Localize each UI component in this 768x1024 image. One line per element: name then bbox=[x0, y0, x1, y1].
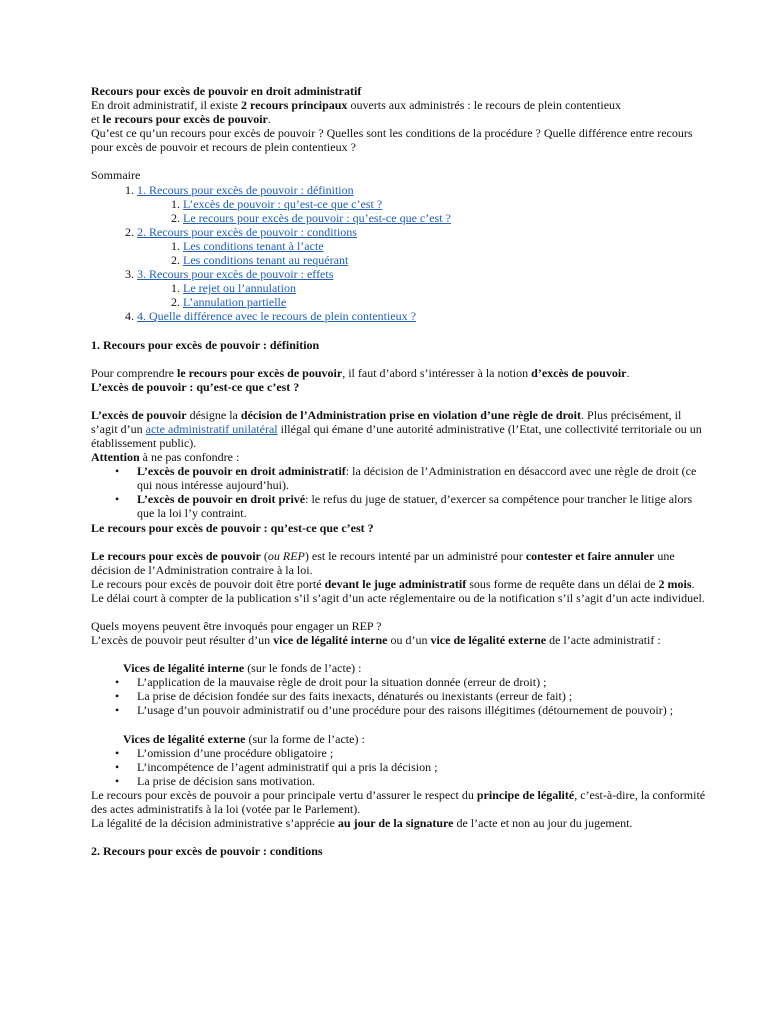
toc-subitem bbox=[183, 211, 708, 225]
section-1-paragraph-2: L’excès de pouvoir désigne la décision de l’Administration prise en violation d’une règle de droit. Plus précisément, il s’agit d’un acte administratif unilatéral illégal qui émane d’une autorité administrative (l’Etat, une collectivité territoriale ou un établissement public). bbox=[91, 407, 702, 450]
section-1-question: Quels moyens peuvent être invoqués pour engager un REP ? bbox=[91, 619, 382, 633]
section-1-paragraph-6: L’excès de pouvoir peut résulter d’un vice de légalité interne ou d’un vice de légalité externe de l’acte administratif : bbox=[91, 633, 661, 648]
subsection-1-heading: L’excès de pouvoir : qu’est-ce que c’est ? bbox=[91, 379, 300, 394]
toc-link-1-2[interactable]: Le recours pour excès de pouvoir : qu’est-ce que c’est ? bbox=[183, 210, 451, 225]
toc-link-4[interactable]: 4. Quelle différence avec le recours de plein contentieux ? bbox=[137, 309, 416, 324]
table-of-contents bbox=[91, 183, 708, 324]
toc-link-3-2[interactable]: L’annulation partielle bbox=[183, 295, 287, 310]
subsection-2-heading: Le recours pour excès de pouvoir : qu’est-ce que c’est ? bbox=[91, 520, 374, 535]
section-1-paragraph-7: Le recours pour excès de pouvoir a pour principale vertu d’assurer le respect du principe de légalité, c’est-à-dire, la conformité des actes administratifs à la loi (votée par le Parlement). bbox=[91, 787, 706, 817]
toc-link-3-1[interactable]: Le rejet ou l’annulation bbox=[183, 281, 296, 296]
list-item: • L’omission d’une procédure obligatoire ; bbox=[137, 746, 708, 760]
toc-link-3[interactable]: 3. Recours pour excès de pouvoir : effets bbox=[137, 267, 334, 282]
intro-questions: Qu’est ce qu’un recours pour excès de pouvoir ? Quelles sont les conditions de la procédure ? Quelle différence entre recours pour excès de pouvoir et recours de plein contentieux ? bbox=[91, 126, 693, 155]
toc-link-1-1[interactable]: L’excès de pouvoir : qu’est-ce que c’est ? bbox=[183, 196, 383, 211]
sommaire-label: Sommaire bbox=[91, 168, 141, 183]
toc-item-2 bbox=[137, 225, 708, 267]
toc-sublist-1 bbox=[137, 197, 708, 225]
section-1-heading: 1. Recours pour excès de pouvoir : définition bbox=[91, 337, 320, 352]
list-item: • L’excès de pouvoir en droit administratif: la décision de l’Administration en désaccord avec une règle de droit (ce qui nous intéresse aujourd’hui). bbox=[137, 464, 708, 492]
toc-link-2-1[interactable]: Les conditions tenant à l’acte bbox=[183, 238, 324, 253]
toc-sublist-2 bbox=[137, 239, 708, 267]
toc-subitem bbox=[183, 295, 708, 309]
document-title: Recours pour excès de pouvoir en droit administratif bbox=[91, 84, 362, 98]
toc-link-2-2[interactable]: Les conditions tenant au requérant bbox=[183, 253, 349, 268]
attention-line: Attention à ne pas confondre : bbox=[91, 450, 240, 465]
attention-list bbox=[91, 464, 708, 520]
acte-administratif-link[interactable]: acte administratif unilatéral bbox=[145, 421, 278, 436]
section-2-heading: 2. Recours pour excès de pouvoir : conditions bbox=[91, 844, 323, 859]
toc-subitem bbox=[183, 253, 708, 267]
toc-link-2[interactable]: 2. Recours pour excès de pouvoir : conditions bbox=[137, 224, 357, 239]
section-1-paragraph-8: La légalité de la décision administrative s’apprécie au jour de la signature de l’acte et non au jour du jugement. bbox=[91, 816, 633, 831]
toc-item-3 bbox=[137, 267, 708, 309]
vices-externe-heading: Vices de légalité externe (sur la forme de l’acte) : bbox=[123, 731, 365, 746]
list-item: • L’usage d’un pouvoir administratif ou d’une procédure pour des raisons illégitimes (détournement de pouvoir) ; bbox=[137, 703, 708, 717]
toc-item-1 bbox=[137, 183, 708, 225]
section-1-paragraph-1: Pour comprendre le recours pour excès de pouvoir, il faut d’abord s’intéresser à la notion d’excès de pouvoir. bbox=[91, 365, 630, 380]
list-item: • L’incompétence de l’agent administratif qui a pris la décision ; bbox=[137, 760, 708, 774]
toc-link-1[interactable]: 1. Recours pour excès de pouvoir : définition bbox=[137, 182, 354, 197]
section-1-paragraph-3: Le recours pour excès de pouvoir (ou REP) est le recours intenté par un administré pour contester et faire annuler une décision de l’Administration contraire à la loi. bbox=[91, 548, 675, 577]
vices-interne-list bbox=[91, 675, 708, 717]
list-item: • La prise de décision fondée sur des faits inexacts, dénaturés ou inexistants (erreur de fait) ; bbox=[137, 689, 708, 703]
list-item: • L’application de la mauvaise règle de droit pour la situation donnée (erreur de droit) ; bbox=[137, 675, 708, 689]
toc-sublist-3 bbox=[137, 281, 708, 309]
section-1-paragraph-4: Le recours pour excès de pouvoir doit être porté devant le juge administratif sous forme de requête dans un délai de 2 mois. Le délai court à compter de la publication s’il s’agit d’un acte réglementaire ou de la notification s’il s’agit d’un acte individuel. bbox=[91, 576, 705, 605]
toc-subitem bbox=[183, 239, 708, 253]
vices-externe-list bbox=[91, 746, 708, 788]
toc-subitem bbox=[183, 281, 708, 295]
intro-line-2: et le recours pour excès de pouvoir. bbox=[91, 112, 271, 127]
toc-subitem bbox=[183, 197, 708, 211]
list-item: • L’excès de pouvoir en droit privé: le refus du juge de statuer, d’exercer sa compétence pour trancher le litige alors que la loi l’y contraint. bbox=[137, 492, 708, 520]
list-item: • La prise de décision sans motivation. bbox=[137, 774, 708, 788]
toc-item-4 bbox=[137, 309, 708, 323]
intro-line-1: En droit administratif, il existe 2 recours principaux ouverts aux administrés : le recours de plein contentieux bbox=[91, 98, 622, 113]
vices-interne-heading: Vices de légalité interne (sur le fonds de l’acte) : bbox=[123, 661, 362, 676]
